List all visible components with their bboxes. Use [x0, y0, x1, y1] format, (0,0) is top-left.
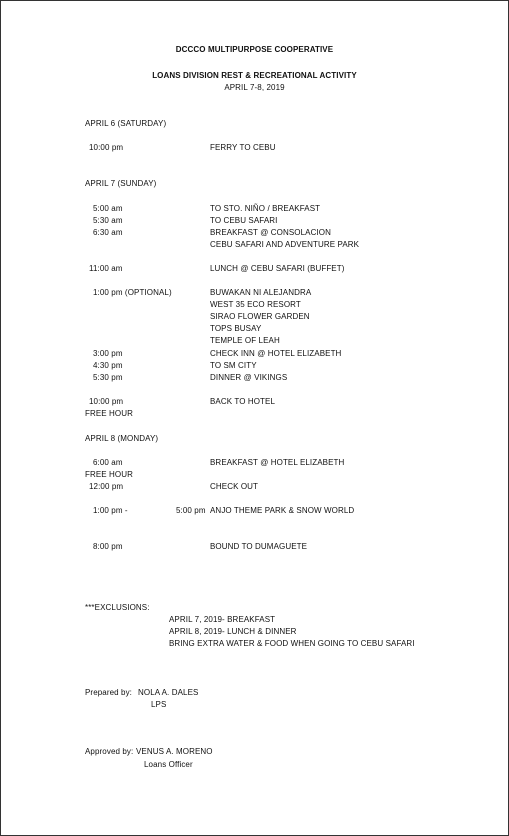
schedule-activity: TOPS BUSAY [210, 324, 262, 333]
approved-by-name: VENUS A. MORENO [136, 747, 213, 756]
day-heading: APRIL 7 (SUNDAY) [85, 179, 157, 188]
schedule-activity: CEBU SAFARI AND ADVENTURE PARK [210, 240, 360, 249]
approved-by-label: Approved by: [85, 747, 134, 756]
schedule-time: 1:00 pm - [93, 506, 128, 515]
schedule-time-end: 5:00 pm [176, 506, 206, 515]
schedule-time: 3:00 pm [93, 349, 123, 358]
day-heading: APRIL 8 (MONDAY) [85, 434, 159, 443]
schedule-activity: BOUND TO DUMAGUETE [210, 542, 308, 551]
schedule-time: 12:00 pm [89, 482, 124, 491]
schedule-time: 10:00 pm [89, 397, 124, 406]
schedule-activity: WEST 35 ECO RESORT [210, 300, 301, 309]
activity-title: LOANS DIVISION REST & RECREATIONAL ACTIVITY [152, 71, 357, 80]
schedule-time: 10:00 pm [89, 143, 124, 152]
schedule-activity: ANJO THEME PARK & SNOW WORLD [210, 506, 355, 515]
exclusion-item: BRING EXTRA WATER & FOOD WHEN GOING TO CEBU SAFARI [169, 639, 415, 648]
schedule-activity: TEMPLE OF LEAH [210, 336, 280, 345]
prepared-by-label: Prepared by: [85, 688, 133, 697]
prepared-by-title: LPS [151, 700, 167, 709]
day-heading: APRIL 6 (SATURDAY) [85, 119, 167, 128]
activity-dates: APRIL 7-8, 2019 [224, 83, 285, 92]
prepared-by-name: NOLA A. DALES [138, 688, 199, 697]
schedule-activity: BREAKFAST @ CONSOLACION [210, 228, 331, 237]
schedule-time: 6:30 am [93, 228, 123, 237]
schedule-activity: CHECK OUT [210, 482, 259, 491]
exclusion-item: APRIL 8, 2019- LUNCH & DINNER [169, 627, 297, 636]
approved-by-title: Loans Officer [144, 760, 193, 769]
schedule-time: 8:00 pm [93, 542, 123, 551]
schedule-time: 5:30 am [93, 216, 123, 225]
schedule-activity: CHECK INN @ HOTEL ELIZABETH [210, 349, 342, 358]
org-title: DCCCO MULTIPURPOSE COOPERATIVE [175, 45, 334, 54]
schedule-activity: FERRY TO CEBU [210, 143, 276, 152]
schedule-activity: BREAKFAST @ HOTEL ELIZABETH [210, 458, 345, 467]
schedule-activity: BACK TO HOTEL [210, 397, 276, 406]
schedule-time: 4:30 pm [93, 361, 123, 370]
schedule-time: 11:00 am [89, 264, 123, 273]
exclusion-item: APRIL 7, 2019- BREAKFAST [169, 615, 276, 624]
schedule-activity: TO STO. NIÑO / BREAKFAST [210, 204, 321, 213]
schedule-time: 5:30 pm [93, 373, 123, 382]
schedule-activity: LUNCH @ CEBU SAFARI (BUFFET) [210, 264, 345, 273]
schedule-activity: SIRAO FLOWER GARDEN [210, 312, 310, 321]
schedule-time: 5:00 am [93, 204, 123, 213]
schedule-activity: TO SM CITY [210, 361, 257, 370]
schedule-time: 6:00 am [93, 458, 123, 467]
schedule-activity: TO CEBU SAFARI [210, 216, 278, 225]
exclusions-label: ***EXCLUSIONS: [85, 603, 150, 612]
free-hour-note: FREE HOUR [85, 409, 134, 418]
free-hour-note: FREE HOUR [85, 470, 134, 479]
schedule-time: 1:00 pm (OPTIONAL) [93, 288, 172, 297]
schedule-activity: DINNER @ VIKINGS [210, 373, 288, 382]
schedule-activity: BUWAKAN NI ALEJANDRA [210, 288, 312, 297]
